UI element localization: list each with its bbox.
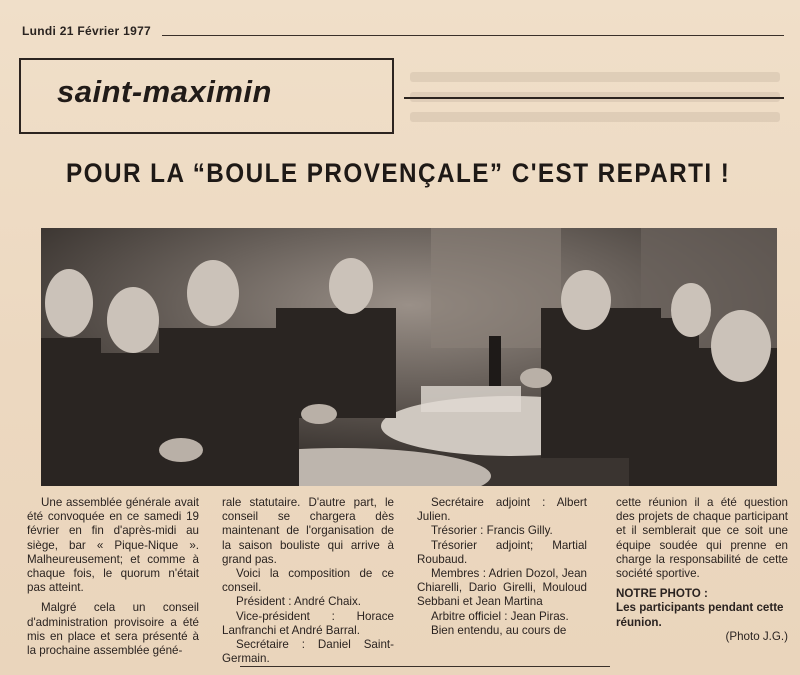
photo-caption: Les participants pendant cette réunion. xyxy=(616,601,784,629)
member-referee: Arbitre officiel : Jean Piras. xyxy=(431,609,569,623)
member-vice-president: Vice-président : Horace Lanfranchi et André Barral. xyxy=(222,609,394,637)
headline: POUR LA “BOULE PROVENÇALE” C'EST REPARTI ! xyxy=(66,158,731,188)
photo-credit: (Photo J.G.) xyxy=(725,629,788,643)
paragraph-closing-start: Bien entendu, au cours de xyxy=(431,623,567,637)
paragraph-conseil: Malgré cela un conseil d'administration provisoire a été mis en place et sera présenté à la prochaine assemblée géné- xyxy=(27,601,199,658)
article-photo xyxy=(41,228,777,486)
paragraph-continued: rale statutaire. D'autre part, le conseil se chargera dès maintenant de l'organisation de la saison bouliste qui arrive à grand pas. xyxy=(222,496,394,566)
article-column-4 xyxy=(616,496,788,644)
dateline: Lundi 21 Février 1977 xyxy=(22,24,152,38)
paragraph-composition: Voici la composition de ce conseil. xyxy=(222,567,394,595)
member-president: Président : André Chaix. xyxy=(236,595,362,609)
dateline-rule xyxy=(162,35,784,36)
photo-label: NOTRE PHOTO : xyxy=(616,587,708,601)
section-header-box xyxy=(19,58,394,134)
article-column-1 xyxy=(27,496,199,658)
members-list: Membres : Adrien Dozol, Jean Chiarelli, Dario Girelli, Mouloud Sebbani et Jean Martina xyxy=(417,567,587,609)
article-column-2 xyxy=(222,496,394,666)
group-photo-icon xyxy=(41,228,777,486)
section-rule xyxy=(404,97,784,99)
paragraph-intro: Une assemblée générale avait été convoquée en ce samedi 19 février en fin d'après-midi au siège, bar « Pique-Nique ». Malheureusement; et comme à chaque fois, le quorum n'était pas atteint. xyxy=(27,496,199,595)
member-treasurer: Trésorier : Francis Gilly. xyxy=(431,524,553,538)
member-deputy-secretary: Secrétaire adjoint : Albert Julien. xyxy=(417,496,587,524)
member-deputy-treasurer: Trésorier adjoint; Martial Roubaud. xyxy=(417,538,587,566)
member-secretary: Secrétaire : Daniel Saint-Germain. xyxy=(222,638,394,666)
article-column-3 xyxy=(417,496,587,638)
paragraph-closing-end: cette réunion il a été question des projets de chaque participant et il semblerait que ce soit une équipe soudée qui prenne en charge la responsabilité de cette société sportive. xyxy=(616,496,788,581)
section-title: saint-maximin xyxy=(57,74,272,109)
bottom-rule xyxy=(240,666,610,667)
